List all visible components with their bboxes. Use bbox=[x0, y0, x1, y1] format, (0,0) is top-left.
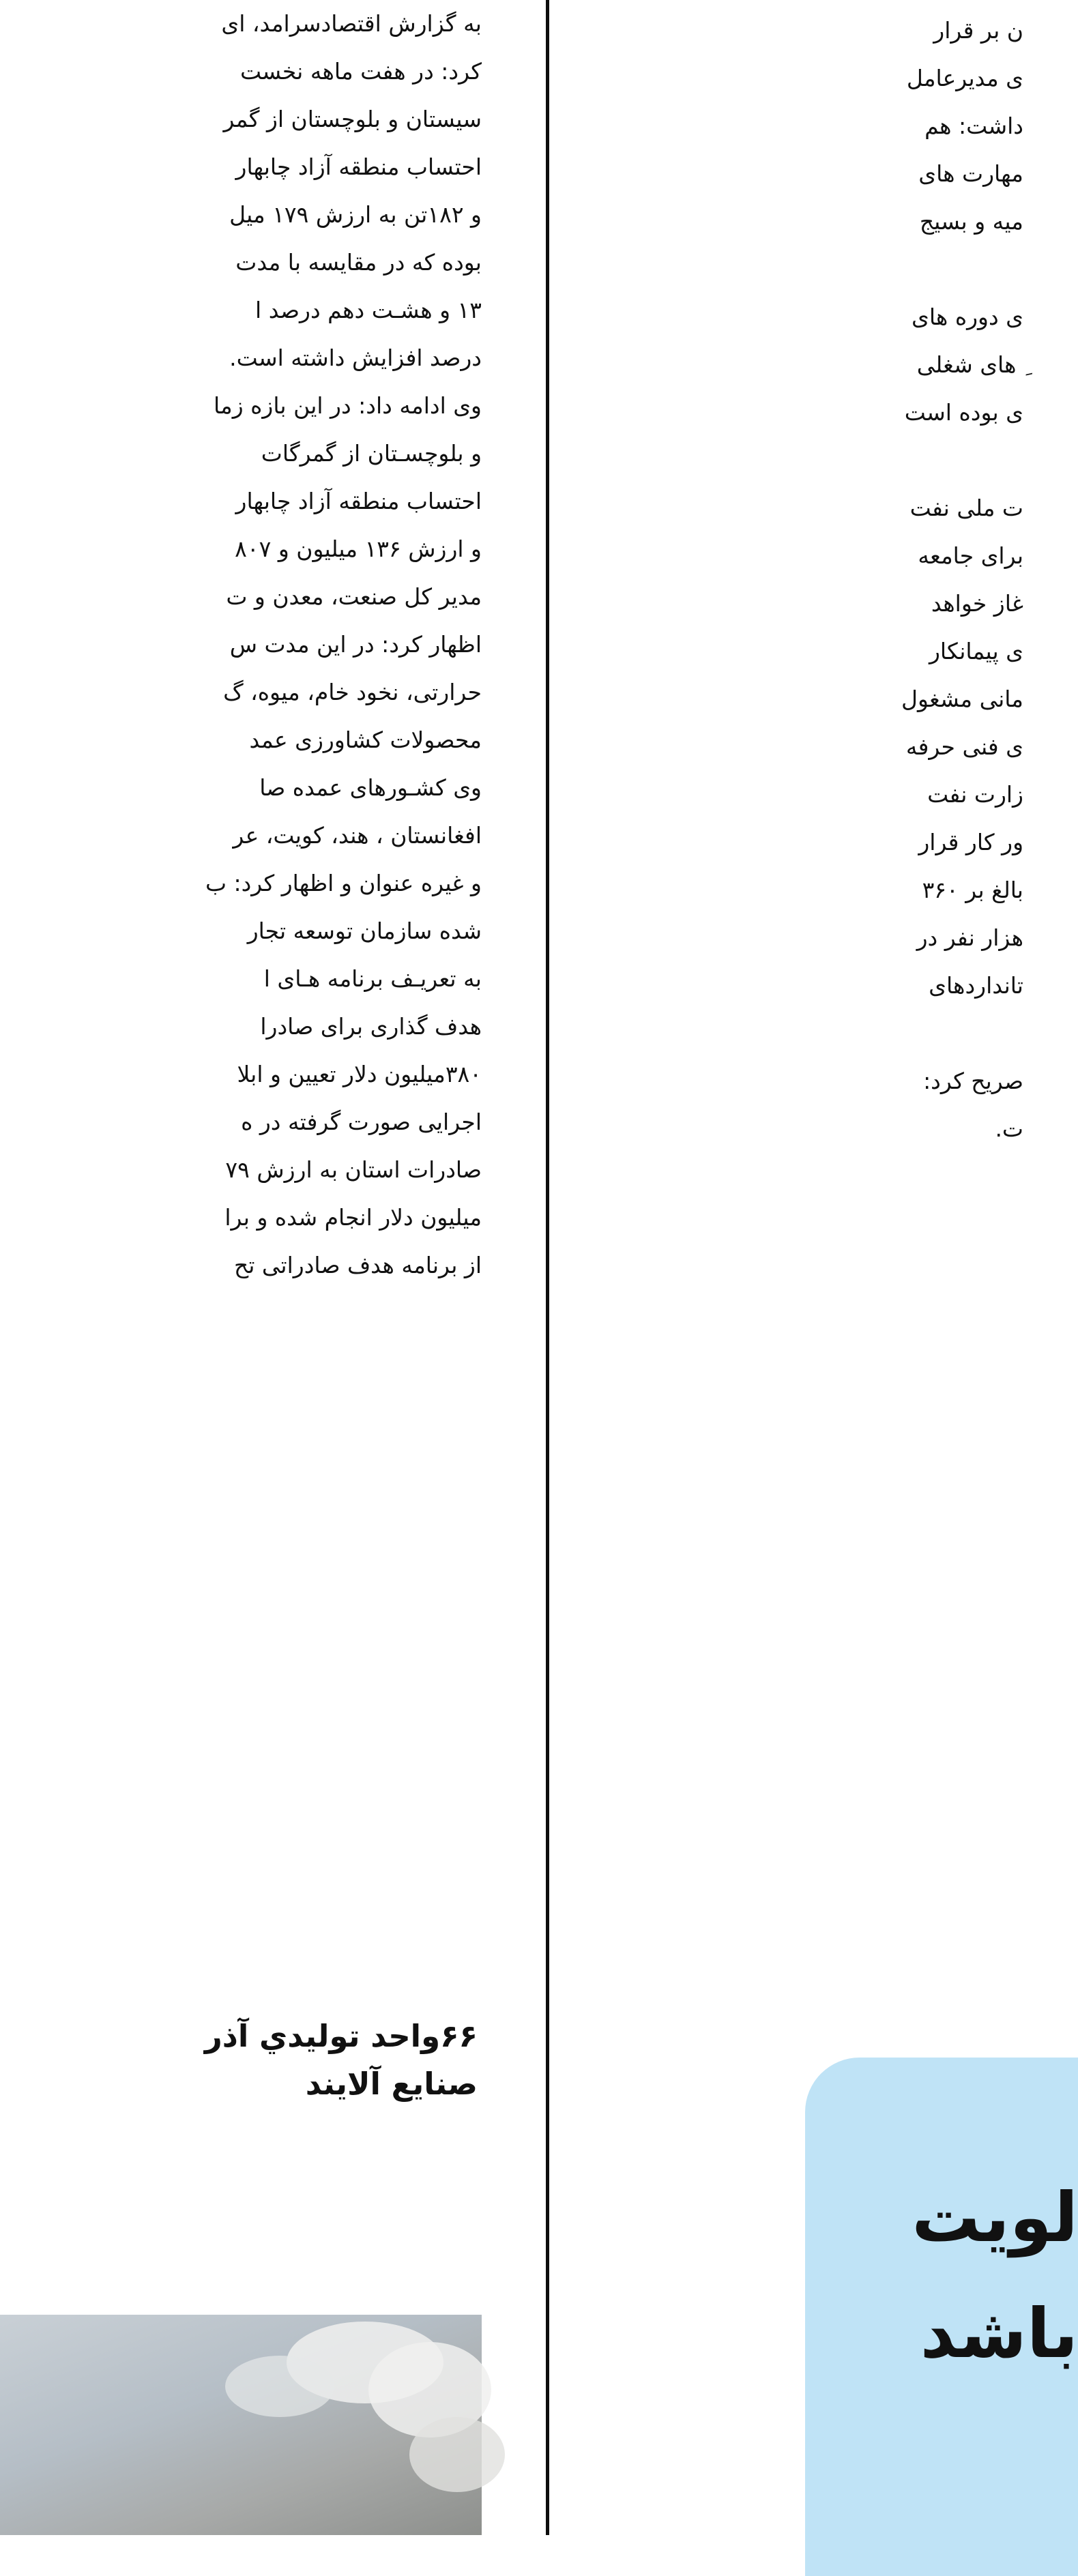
text-line: ِ های شغلی bbox=[916, 351, 1023, 378]
text-line: و ۱۸۲تن به ارزش ۱۷۹ میل bbox=[229, 201, 482, 228]
text-line: ی مدیرعامل bbox=[906, 65, 1023, 91]
text-line: مانی مشغول bbox=[901, 686, 1023, 712]
text-line: محصولات کشاورزی عمد bbox=[249, 727, 482, 753]
text-line: بوده که در مقایسه با مدت bbox=[235, 249, 482, 276]
highlight-title-line-1: لویت bbox=[912, 2178, 1078, 2257]
text-line: و ارزش ۱۳۶ میلیون و ۸۰۷ bbox=[235, 536, 482, 562]
text-line: احتساب منطقه آزاد چابهار bbox=[235, 488, 482, 514]
text-line: احتساب منطقه آزاد چابهار bbox=[235, 153, 482, 180]
text-line: میه و بسیج bbox=[919, 208, 1023, 235]
headline-line-1: ۶۶واحد توليدي آذر bbox=[204, 2018, 478, 2054]
text-line: ی دوره های bbox=[912, 304, 1023, 330]
text-line: مهارت های bbox=[918, 160, 1023, 187]
text-line: زارت نفت bbox=[927, 781, 1023, 808]
text-line: ت ملی نفت bbox=[909, 495, 1023, 521]
text-line: هزار نفر در bbox=[916, 924, 1023, 951]
text-line: وی ادامه داد: در این بازه زما bbox=[213, 392, 482, 419]
text-line: و بلوچسـتان از گمرگات bbox=[261, 440, 482, 467]
highlight-title-line-2: باشد bbox=[920, 2294, 1078, 2373]
text-line: حرارتی، نخود خام، میوه، گ bbox=[223, 679, 482, 705]
text-line: ت. bbox=[995, 1115, 1023, 1142]
headline-line-2: صنايع آلايند bbox=[305, 2066, 478, 2102]
text-line: درصد افزایش داشته است. bbox=[229, 345, 482, 371]
text-line: ی پیمانکار bbox=[929, 638, 1023, 664]
text-line: وی کشـورهای عمده صا bbox=[259, 774, 482, 801]
article-headline bbox=[55, 2012, 478, 2108]
text-line: افغانستان ، هند، کویت، عر bbox=[233, 822, 482, 849]
text-line: اجرایی صورت گرفته در ه bbox=[241, 1109, 482, 1135]
text-line: غاز خواهد bbox=[931, 590, 1023, 617]
text-line: ور کار قرار bbox=[918, 829, 1023, 855]
text-line: شده سازمان توسعه تجار bbox=[247, 918, 482, 944]
text-line: سیستان و بلوچستان از گمر bbox=[223, 106, 482, 132]
text-line: ی بوده است bbox=[904, 399, 1023, 426]
text-line: بالغ بر ۳۶۰ bbox=[922, 877, 1023, 903]
text-line: مدیر کل صنعت، معدن و ت bbox=[226, 583, 482, 610]
text-line: ۳۸۰میلیون دلار تعیین و ابلا bbox=[237, 1061, 482, 1087]
text-line: صریح کرد: bbox=[923, 1068, 1023, 1094]
highlight-box bbox=[805, 2058, 1078, 2576]
text-line: داشت: هم bbox=[924, 113, 1023, 139]
text-line: میلیون دلار انجام شده و برا bbox=[224, 1204, 482, 1231]
text-line: از برنامه هدف صادراتی تح bbox=[233, 1252, 482, 1278]
text-line: ۱۳ و هشـت دهم درصد ا bbox=[255, 297, 482, 323]
article-left-column bbox=[0, 0, 482, 1323]
text-line: و غیره عنوان و اظهار کرد: ب bbox=[205, 870, 482, 896]
column-divider bbox=[546, 0, 549, 2535]
text-line: کرد: در هفت ماهه نخست bbox=[240, 58, 482, 85]
article-right-column bbox=[648, 0, 1023, 1173]
text-line: برای جامعه bbox=[918, 542, 1023, 569]
text-line: ی فنی حرفه bbox=[905, 733, 1023, 760]
text-line bbox=[648, 437, 1023, 484]
article-left-lines bbox=[0, 0, 482, 1289]
text-line: صادرات استان به ارزش ۷۹ bbox=[225, 1156, 482, 1183]
text-line: تانداردهای bbox=[929, 972, 1023, 999]
text-line: ن بر قرار bbox=[933, 17, 1023, 44]
text-line: هدف گذاری برای صادرا bbox=[260, 1013, 482, 1040]
text-line bbox=[648, 246, 1023, 293]
article-photo bbox=[0, 2315, 482, 2535]
text-line: به تعریـف برنامه هـای ا bbox=[263, 965, 482, 992]
text-line bbox=[648, 1010, 1023, 1057]
article-right-lines bbox=[648, 0, 1023, 1153]
text-line: اظهار کرد: در این مدت س bbox=[229, 631, 482, 658]
text-line: به گزارش اقتصادسرامد، ای bbox=[221, 10, 482, 37]
